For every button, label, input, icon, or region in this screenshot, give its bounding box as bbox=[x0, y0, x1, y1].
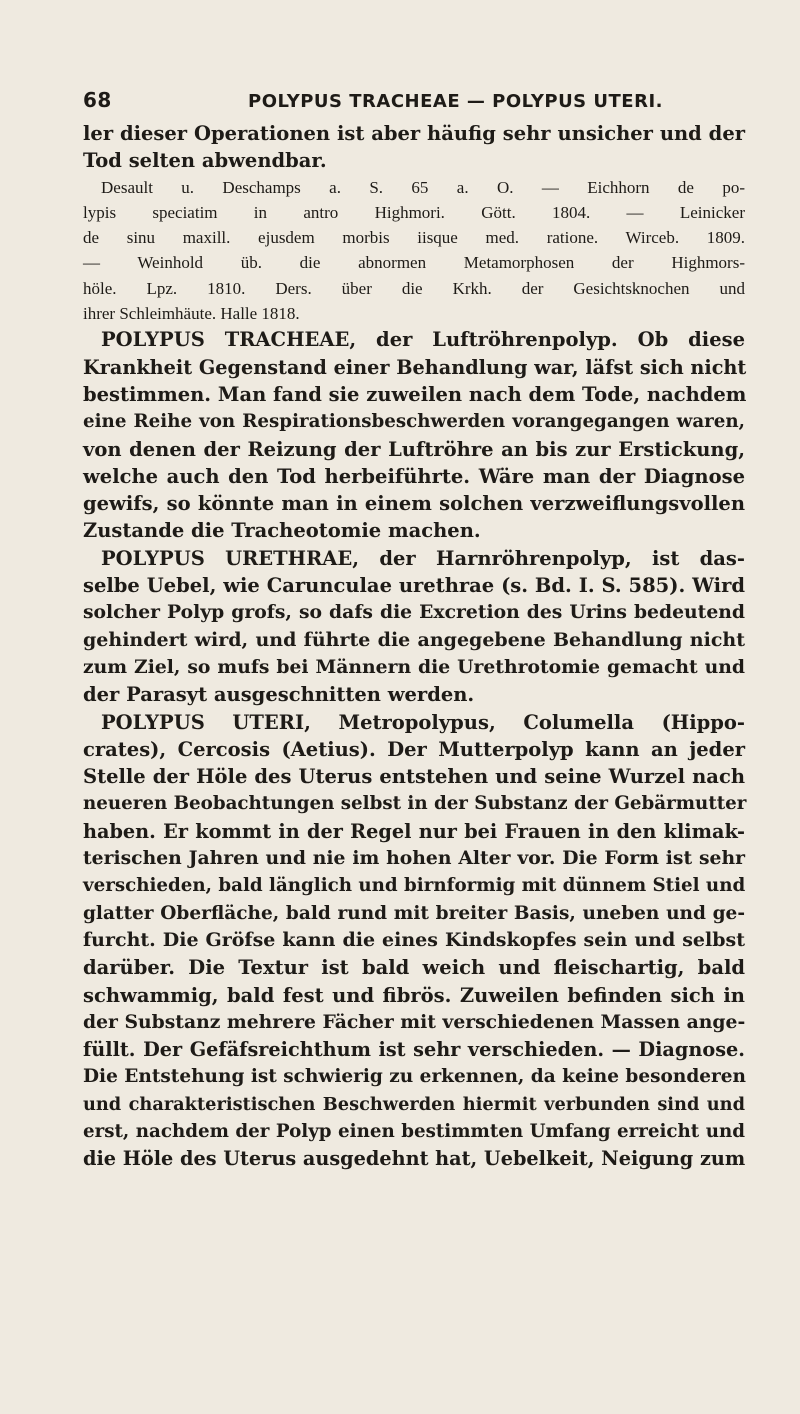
text-line: bestimmen. Man fand sie zuweilen nach dem Tode, nachdem bbox=[83, 382, 747, 406]
text-line: furcht. Die Gröfse kann die eines Kindskopfes sein und selbst bbox=[83, 928, 745, 951]
text-line: verschieden, bald länglich und birnformig mit dünnem Stiel und bbox=[83, 875, 746, 897]
page-body bbox=[83, 120, 745, 1173]
text-line: Die Entstehung ist schwierig zu erkennen, da keine besonderen bbox=[83, 1066, 747, 1088]
text-line: füllt. Der Gefäfsreichthum ist sehr verschieden. — Diagnose. bbox=[83, 1038, 745, 1062]
text-line: von denen der Reizung der Luftröhre an bis zur Erstickung, bbox=[83, 437, 745, 461]
text-line: und charakteristischen Beschwerden hiermit verbunden sind und bbox=[83, 1093, 745, 1115]
text-line: Tod selten abwendbar. bbox=[83, 149, 327, 173]
text-line: solcher Polyp grofs, so dafs die Excretion des Urins bedeutend bbox=[83, 601, 745, 624]
text-line: zum Ziel, so mufs bei Männern die Urethrotomie gemacht und bbox=[83, 655, 745, 678]
entry-heading-line: POLYPUS TRACHEAE, der Luftröhrenpolyp. Ob diese bbox=[101, 328, 745, 352]
text-line: welche auch den Tod herbeiführte. Wäre man der Diagnose bbox=[83, 464, 745, 488]
reference-line: höle. Lpz. 1810. Ders. über die Krkh. der Gesichtsknochen und bbox=[83, 278, 745, 298]
running-header bbox=[83, 88, 663, 112]
text-line: der Substanz mehrere Fächer mit verschiedenen Massen ange- bbox=[83, 1010, 746, 1033]
running-title: POLYPUS TRACHEAE — POLYPUS UTERI. bbox=[248, 91, 663, 112]
text-line: gehindert wird, und führte die angegebene Behandlung nicht bbox=[83, 628, 745, 651]
text-line: Zustande die Tracheotomie machen. bbox=[83, 519, 481, 543]
page-number: 68 bbox=[83, 88, 112, 112]
text-line: die Höle des Uterus ausgedehnt hat, Uebelkeit, Neigung zum bbox=[83, 1147, 746, 1171]
reference-line: Desault u. Deschamps a. S. 65 a. O. — Eichhorn de po- bbox=[101, 177, 745, 197]
text-line: Krankheit Gegenstand einer Behandlung war, läfst sich nicht bbox=[83, 355, 747, 379]
text-line: schwammig, bald fest und fibrös. Zuweilen befinden sich in bbox=[83, 983, 745, 1007]
text-line: der Parasyt ausgeschnitten werden. bbox=[83, 683, 475, 707]
text-line: glatter Oberfläche, bald rund mit breiter Basis, uneben und ge- bbox=[83, 902, 745, 924]
text-line: ler dieser Operationen ist aber häufig sehr unsicher und der bbox=[83, 122, 745, 145]
text-line: darüber. Die Textur ist bald weich und fleischartig, bald bbox=[83, 956, 745, 980]
text-line: selbe Uebel, wie Carunculae urethrae (s. Bd. I. S. 585). Wird bbox=[83, 574, 745, 598]
entry-heading-line: POLYPUS URETHRAE, der Harnröhrenpolyp, ist das- bbox=[101, 546, 745, 570]
text-line: Stelle der Höle des Uterus entstehen und seine Wurzel nach bbox=[83, 765, 745, 789]
text-line: eine Reihe von Respirationsbeschwerden vorangegangen waren, bbox=[83, 411, 745, 433]
text-line: neueren Beobachtungen selbst in der Substanz der Gebärmutter bbox=[83, 793, 747, 815]
reference-line: de sinu maxill. ejusdem morbis iisque med. ratione. Wirceb. 1809. bbox=[83, 228, 745, 248]
reference-line: ihrer Schleimhäute. Halle 1818. bbox=[83, 304, 300, 324]
entry-heading-line: POLYPUS UTERI, Metropolypus, Columella (Hippo- bbox=[101, 710, 745, 734]
text-line: gewifs, so könnte man in einem solchen verzweiflungsvollen bbox=[83, 492, 745, 516]
text-line: haben. Er kommt in der Regel nur bei Frauen in den klimak- bbox=[83, 819, 745, 843]
reference-line: — Weinhold üb. die abnormen Metamorphosen der Highmors- bbox=[83, 253, 745, 273]
reference-line: lypis speciatim in antro Highmori. Gött. 1804. — Leinicker bbox=[83, 202, 745, 222]
text-line: crates), Cercosis (Aetius). Der Mutterpolyp kann an jeder bbox=[83, 737, 745, 761]
text-line: erst, nachdem der Polyp einen bestimmten Umfang erreicht und bbox=[83, 1120, 745, 1142]
text-line: terischen Jahren und nie im hohen Alter vor. Die Form ist sehr bbox=[83, 847, 745, 870]
